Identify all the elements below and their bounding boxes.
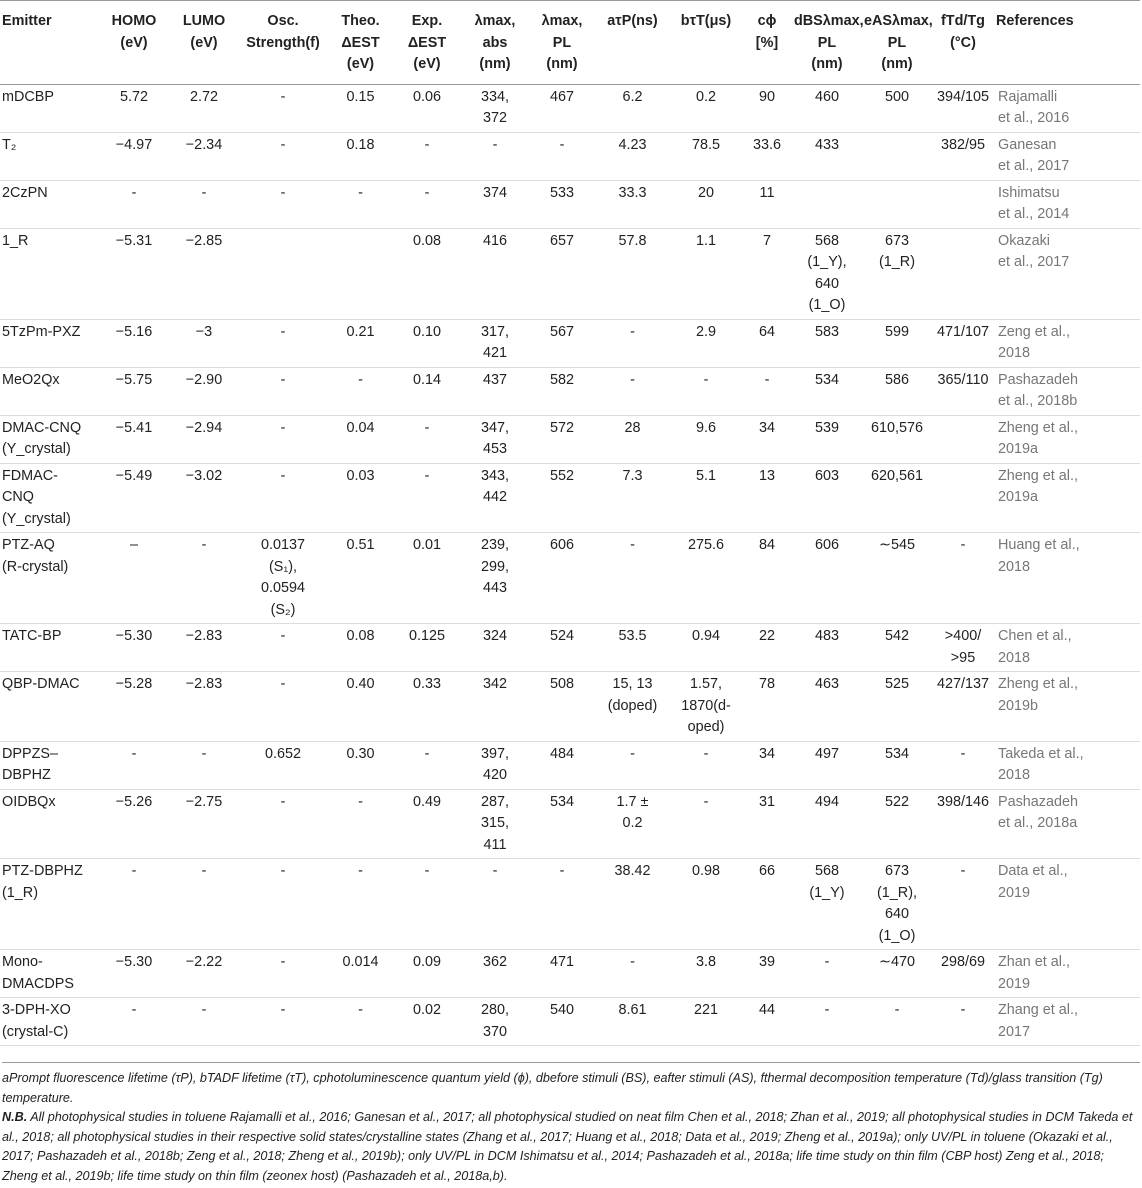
table-cell: 460: [814, 88, 839, 105]
table-cell: 8.61: [618, 1002, 647, 1018]
table-cell: 317, 421: [480, 323, 509, 361]
table-cell: 0.08: [412, 232, 441, 249]
emitter-cell: PTZ-AQ (R-crystal): [2, 537, 69, 575]
column-header: References: [996, 13, 1074, 29]
table-cell: 20: [697, 184, 714, 201]
table-cell: -: [960, 537, 966, 553]
table-cell: −5.30: [115, 628, 153, 644]
table-row: [0, 84, 1140, 132]
table-cell: -: [424, 863, 430, 879]
table-row: [0, 624, 1140, 672]
emitter-cell: DMAC-CNQ (Y_crystal): [2, 419, 82, 457]
table-cell: 508: [549, 676, 574, 692]
table-cell: -: [280, 1002, 286, 1018]
table-cell: -: [280, 323, 286, 340]
table-cell: -: [280, 793, 286, 810]
table-cell: −2.90: [185, 371, 223, 388]
table-cell: -: [280, 863, 286, 879]
header-row: [0, 1, 1140, 85]
table-cell: 374: [482, 184, 507, 201]
table-cell: [862, 132, 932, 180]
table-cell: -: [358, 1002, 363, 1018]
table-cell: 44: [758, 1002, 775, 1018]
table-cell: 534: [814, 371, 839, 388]
table-cell: –: [129, 537, 138, 553]
table-cell: -: [424, 184, 430, 201]
table-cell: 586: [884, 371, 909, 388]
table-cell: -: [280, 676, 286, 692]
emitter-cell: OIDBQx: [2, 793, 56, 810]
reference-cell[interactable]: Rajamalli et al., 2016: [998, 88, 1070, 126]
table-cell: 0.652: [264, 745, 301, 762]
table-cell: 1.1: [695, 232, 716, 249]
table-cell: 394/105: [936, 88, 990, 105]
table-cell: 28: [624, 419, 641, 436]
table-cell: 0.49: [412, 793, 441, 810]
table-cell: -: [358, 863, 363, 879]
nb-text: All photophysical studies in toluene Rajamalli et al., 2016; Ganesan et al., 2017; all photophysical studied on neat film Chen et al., 2018; Zhan et al., 2019; all photophysical studies in DCM Takeda et al., 2018; all photophysical studies in their respective solid states/crystalline states (Zhang et al., 2017; Huang et al., 2018; Data et al., 2019; Zheng et al., 2019a); only UV/PL in toluene (Okazaki et al., 2017; Pashazadeh et al., 2018b; Zeng et al., 2018; Zheng et al., 2019b); only UV/PL in DCM Ishimatsu et al., 2014; Pashazadeh et al., 2018a; life time study on thin film (CBP host) Zeng et al., 2018; Zheng et al., 2019b; life time study on thin film (zeonex host) (Pashazadeh et al., 2018a,b).: [2, 1110, 1133, 1183]
table-cell: -: [630, 371, 635, 388]
table-cell: -: [630, 323, 635, 340]
table-cell: [792, 180, 862, 228]
table-cell: 471: [549, 954, 574, 970]
table-cell: −2.83: [185, 676, 223, 692]
table-cell: 568 (1_Y), 640 (1_O): [807, 232, 847, 313]
table-cell: 525: [884, 676, 909, 692]
table-cell: -: [280, 628, 286, 644]
table-cell: 0.06: [412, 88, 441, 105]
table-cell: 673 (1_R), 640 (1_O): [877, 863, 917, 944]
table-cell: -: [703, 793, 709, 810]
table-cell: 572: [549, 419, 574, 436]
reference-cell[interactable]: Zheng et al., 2019a: [998, 467, 1078, 505]
table-cell: 33.3: [618, 184, 647, 201]
table-cell: 463: [814, 676, 839, 692]
table-cell: -: [131, 184, 137, 201]
table-cell: 64: [758, 323, 775, 340]
column-header: Theo. ΔEST (eV): [341, 13, 380, 72]
table-cell: 552: [549, 467, 574, 484]
table-cell: -: [424, 419, 430, 436]
emitter-cell: 1_R: [2, 232, 29, 249]
table-row: [0, 672, 1140, 742]
table-cell: 0.10: [412, 323, 441, 340]
table-cell: -: [424, 745, 430, 762]
column-header: cϕ [%]: [755, 13, 779, 51]
table-row: [0, 533, 1140, 624]
table-header: [0, 1, 1140, 85]
table-cell: -: [492, 136, 498, 153]
table-cell: 568 (1_Y): [809, 863, 845, 901]
table-cell: −3.02: [185, 467, 223, 484]
reference-cell[interactable]: Huang et al., 2018: [998, 537, 1080, 575]
table-cell: 483: [814, 628, 839, 644]
table-cell: 287, 315, 411: [480, 793, 509, 853]
column-header: λmax, abs (nm): [474, 13, 516, 72]
column-header: Osc. Strength(f): [246, 13, 320, 51]
table-cell: 467: [549, 88, 574, 105]
table-cell: -: [280, 184, 286, 201]
table-cell: 84: [758, 537, 775, 553]
nb-label: N.B.: [2, 1110, 28, 1124]
column-header: Exp. ΔEST (eV): [407, 13, 447, 72]
table-cell: 0.33: [412, 676, 441, 692]
table-cell: -: [201, 537, 207, 553]
table-row: [0, 319, 1140, 367]
table-cell: 0.51: [346, 537, 375, 553]
table-cell: -: [559, 863, 565, 879]
table-cell: [932, 228, 994, 319]
table-cell: ∼545: [878, 537, 916, 553]
table-cell: 347, 453: [480, 419, 509, 457]
table-cell: 484: [549, 745, 574, 762]
table-cell: -: [201, 184, 207, 201]
table-cell: -: [358, 793, 363, 810]
table-row: [0, 415, 1140, 463]
table-cell: 57.8: [618, 232, 647, 249]
emitter-cell: PTZ-DBPHZ (1_R): [2, 863, 83, 901]
table-cell: -: [131, 863, 137, 879]
table-cell: 0.125: [408, 628, 445, 644]
table-cell: 9.6: [695, 419, 716, 436]
table-cell: [932, 415, 994, 463]
table-row: [0, 950, 1140, 998]
table-cell: 66: [758, 863, 775, 879]
table-cell: 78.5: [691, 136, 720, 153]
table-cell: -: [280, 136, 286, 153]
table-cell: 39: [758, 954, 775, 970]
table-cell: -: [280, 467, 286, 484]
reference-cell[interactable]: Takeda et al., 2018: [998, 745, 1084, 783]
column-header: HOMO (eV): [111, 13, 157, 51]
table-cell: 606: [549, 537, 574, 553]
table-cell: 362: [482, 954, 507, 970]
table-cell: 542: [884, 628, 909, 644]
table-cell: 221: [693, 1002, 718, 1018]
table-cell: 500: [884, 88, 909, 105]
table-cell: 620,561: [870, 467, 924, 484]
table-cell: 497: [814, 745, 839, 762]
emitter-cell: QBP-DMAC: [2, 676, 80, 692]
table-cell: 0.01: [412, 537, 441, 553]
table-cell: −3: [195, 323, 213, 340]
table-cell: 0.08: [346, 628, 375, 644]
table-cell: -: [960, 1002, 966, 1018]
table-cell: -: [424, 136, 430, 153]
table-cell: 610,576: [870, 419, 924, 436]
table-cell: -: [131, 745, 137, 762]
table-cell: -: [630, 954, 635, 970]
emitter-cell: DPPZS– DBPHZ: [2, 745, 58, 783]
table-cell: 524: [549, 628, 574, 644]
table-cell: 5.1: [695, 467, 716, 484]
table-cell: 1.7 ± 0.2: [616, 793, 649, 831]
table-cell: 416: [482, 232, 507, 249]
table-cell: -: [358, 184, 363, 201]
footnote-abbreviations: aPrompt fluorescence lifetime (τP), bTADF lifetime (τT), cphotoluminescence quantum yield (ϕ), dbefore stimuli (BS), eafter stimuli (AS), fthermal decomposition temperature (Td)/glass transition (Tg) temperature.: [2, 1071, 1103, 1105]
table-cell: 365/110: [937, 371, 989, 388]
table-cell: 582: [549, 371, 574, 388]
table-cell: −5.49: [115, 467, 153, 484]
table-row: [0, 998, 1140, 1046]
table-body: [0, 84, 1140, 1046]
table-cell: 0.09: [412, 954, 441, 970]
table-cell: 539: [814, 419, 839, 436]
table-row: [0, 228, 1140, 319]
table-cell: -: [764, 371, 770, 388]
table-cell: -: [960, 745, 966, 762]
table-cell: 7: [762, 232, 771, 249]
table-cell: 433: [814, 136, 839, 153]
table-cell: −2.83: [185, 628, 223, 644]
table-cell: −5.30: [115, 954, 153, 970]
emitter-cell: 5TzPm-PXZ: [2, 323, 81, 340]
table-cell: -: [131, 1002, 137, 1018]
footnote-nb: [2, 1108, 1140, 1186]
table-cell: 673 (1_R): [879, 232, 915, 270]
table-row: [0, 180, 1140, 228]
reference-cell[interactable]: Zheng et al., 2019a: [998, 419, 1078, 457]
table-cell: −2.22: [185, 954, 223, 970]
table-cell: −5.16: [115, 323, 153, 340]
table-row: [0, 789, 1140, 859]
table-cell: −2.85: [185, 232, 223, 249]
column-header: λmax, PL (nm): [541, 13, 583, 72]
table-cell: [932, 463, 994, 533]
table-cell: -: [280, 371, 286, 388]
emitter-cell: TATC-BP: [2, 628, 62, 644]
table-cell: 534: [884, 745, 909, 762]
emitter-cell: 2CzPN: [2, 184, 48, 201]
table-cell: [328, 228, 393, 319]
table-cell: 0.30: [346, 745, 375, 762]
table-row: [0, 132, 1140, 180]
table-cell: −4.97: [115, 136, 153, 153]
table-cell: -: [280, 88, 286, 105]
table-cell: 522: [884, 793, 909, 810]
reference-cell[interactable]: Data et al., 2019: [998, 863, 1068, 901]
table-cell: 0.18: [346, 136, 375, 153]
table-cell: 533: [549, 184, 574, 201]
table-cell: 0.40: [346, 676, 375, 692]
table-cell: 11: [759, 184, 775, 201]
table-cell: 0.14: [412, 371, 441, 388]
table-cell: 603: [814, 467, 839, 484]
table-cell: 0.2: [695, 88, 716, 105]
table-cell: 298/69: [940, 954, 985, 970]
table-cell: 0.03: [346, 467, 375, 484]
table-cell: 0.15: [346, 88, 375, 105]
table-cell: 0.94: [691, 628, 720, 644]
table-cell: 33.6: [752, 136, 781, 153]
table-cell: −2.34: [185, 136, 223, 153]
table-cell: -: [703, 745, 709, 762]
table-cell: ∼470: [878, 954, 916, 970]
reference-cell[interactable]: Okazaki et al., 2017: [998, 232, 1070, 270]
reference-cell[interactable]: Ganesan et al., 2017: [998, 136, 1070, 174]
table-row: [0, 859, 1140, 950]
table-cell: 38.42: [614, 863, 651, 879]
table-cell: −2.75: [185, 793, 223, 810]
reference-cell[interactable]: Pashazadeh et al., 2018b: [998, 371, 1079, 409]
column-header: eASλmax, PL (nm): [864, 13, 933, 72]
table-cell: 31: [758, 793, 775, 810]
table-cell: 494: [814, 793, 839, 810]
table-cell: -: [559, 136, 565, 153]
table-cell: -: [824, 1002, 830, 1018]
table-cell: −5.41: [115, 419, 153, 436]
table-cell: 5.72: [119, 88, 148, 105]
emitter-cell: MeO2Qx: [2, 371, 60, 388]
table-cell: -: [894, 1002, 900, 1018]
table-cell: -: [201, 1002, 207, 1018]
table-cell: 343, 442: [480, 467, 509, 505]
reference-cell[interactable]: Zheng et al., 2019b: [998, 676, 1078, 714]
table-cell: 15, 13 (doped): [607, 676, 658, 714]
column-header: fTd/Tg (°C): [941, 13, 985, 51]
column-header: Emitter: [2, 13, 52, 29]
table-row: [0, 741, 1140, 789]
table-cell: 471/107: [936, 323, 990, 340]
table-cell: 0.0137 (S₁), 0.0594 (S₂): [260, 537, 305, 618]
column-header: LUMO (eV): [182, 13, 226, 51]
table-cell: −5.31: [115, 232, 153, 249]
emitter-cell: Mono- DMACDPS: [2, 954, 74, 992]
table-cell: 540: [549, 1002, 574, 1018]
table-cell: 0.04: [346, 419, 375, 436]
table-cell: -: [703, 371, 709, 388]
table-cell: 3.8: [695, 954, 716, 970]
table-cell: 342: [482, 676, 507, 692]
table-cell: 280, 370: [480, 1002, 509, 1040]
emitter-cell: 3-DPH-XO (crystal-C): [2, 1002, 71, 1040]
table-cell: 53.5: [618, 628, 647, 644]
column-header: dBSλmax, PL (nm): [794, 13, 864, 72]
table-cell: 7.3: [622, 467, 643, 484]
table-cell: -: [201, 863, 207, 879]
table-cell: 0.21: [346, 323, 375, 340]
table-cell: 567: [549, 323, 574, 340]
reference-cell[interactable]: Zeng et al., 2018: [998, 323, 1070, 361]
table-cell: 34: [758, 419, 775, 436]
table-cell: >400/ >95: [944, 628, 982, 666]
table-cell: -: [824, 954, 830, 970]
table-cell: 382/95: [940, 136, 985, 153]
table-cell: [238, 228, 328, 319]
table-cell: 22: [758, 628, 775, 644]
reference-cell[interactable]: Zhan et al., 2019: [998, 954, 1070, 992]
table-cell: -: [358, 371, 363, 388]
table-cell: -: [280, 419, 286, 436]
table-cell: 397, 420: [480, 745, 509, 783]
table-cell: 398/146: [936, 793, 990, 810]
table-cell: 4.23: [618, 136, 647, 153]
table-row: [0, 367, 1140, 415]
table-cell: −5.28: [115, 676, 153, 692]
column-header: bτT(μs): [680, 13, 732, 29]
table-cell: 657: [549, 232, 574, 249]
reference-cell[interactable]: Ishimatsu et al., 2014: [998, 184, 1070, 222]
table-cell: 90: [758, 88, 775, 105]
table-cell: −2.94: [185, 419, 223, 436]
table-row: [0, 463, 1140, 533]
table-cell: 0.02: [412, 1002, 441, 1018]
table-cell: 2.9: [695, 323, 716, 340]
table-cell: -: [492, 863, 498, 879]
table-cell: -: [280, 954, 286, 970]
table-cell: 78: [758, 676, 775, 692]
table-cell: −5.26: [115, 793, 153, 810]
table-cell: 0.014: [342, 954, 379, 970]
table-cell: 599: [884, 323, 909, 340]
table-cell: 13: [758, 467, 775, 484]
table-cell: [862, 180, 932, 228]
table-cell: -: [630, 537, 635, 553]
table-cell: 6.2: [622, 88, 643, 105]
emitter-cell: mDCBP: [2, 88, 54, 105]
reference-cell[interactable]: Chen et al., 2018: [998, 628, 1072, 666]
column-header: aτP(ns): [607, 13, 658, 29]
table-cell: 606: [814, 537, 839, 553]
table-cell: 427/137: [936, 676, 990, 692]
emitter-cell: FDMAC- CNQ (Y_crystal): [2, 467, 71, 527]
table-cell: 324: [482, 628, 507, 644]
table-cell: 34: [758, 745, 775, 762]
table-cell: 437: [482, 371, 507, 388]
table-cell: [932, 180, 994, 228]
table-cell: -: [201, 745, 207, 762]
table-cell: 334, 372: [480, 88, 509, 126]
table-cell: -: [960, 863, 966, 879]
emitter-cell: T₂: [2, 136, 17, 153]
reference-cell[interactable]: Pashazadeh et al., 2018a: [998, 793, 1079, 831]
table-cell: 1.57, 1870(d- oped): [681, 676, 731, 735]
table-cell: 275.6: [687, 537, 724, 553]
table-cell: -: [424, 467, 430, 484]
table-cell: 239, 299, 443: [480, 537, 509, 596]
table-cell: -: [630, 745, 635, 762]
table-cell: 0.98: [691, 863, 720, 879]
table-footnotes: [2, 1062, 1140, 1186]
table-cell: 583: [814, 323, 839, 340]
reference-cell[interactable]: Zhang et al., 2017: [998, 1002, 1078, 1040]
table-cell: −5.75: [115, 371, 153, 388]
table-cell: 534: [549, 793, 574, 810]
table-cell: 2.72: [189, 88, 218, 105]
